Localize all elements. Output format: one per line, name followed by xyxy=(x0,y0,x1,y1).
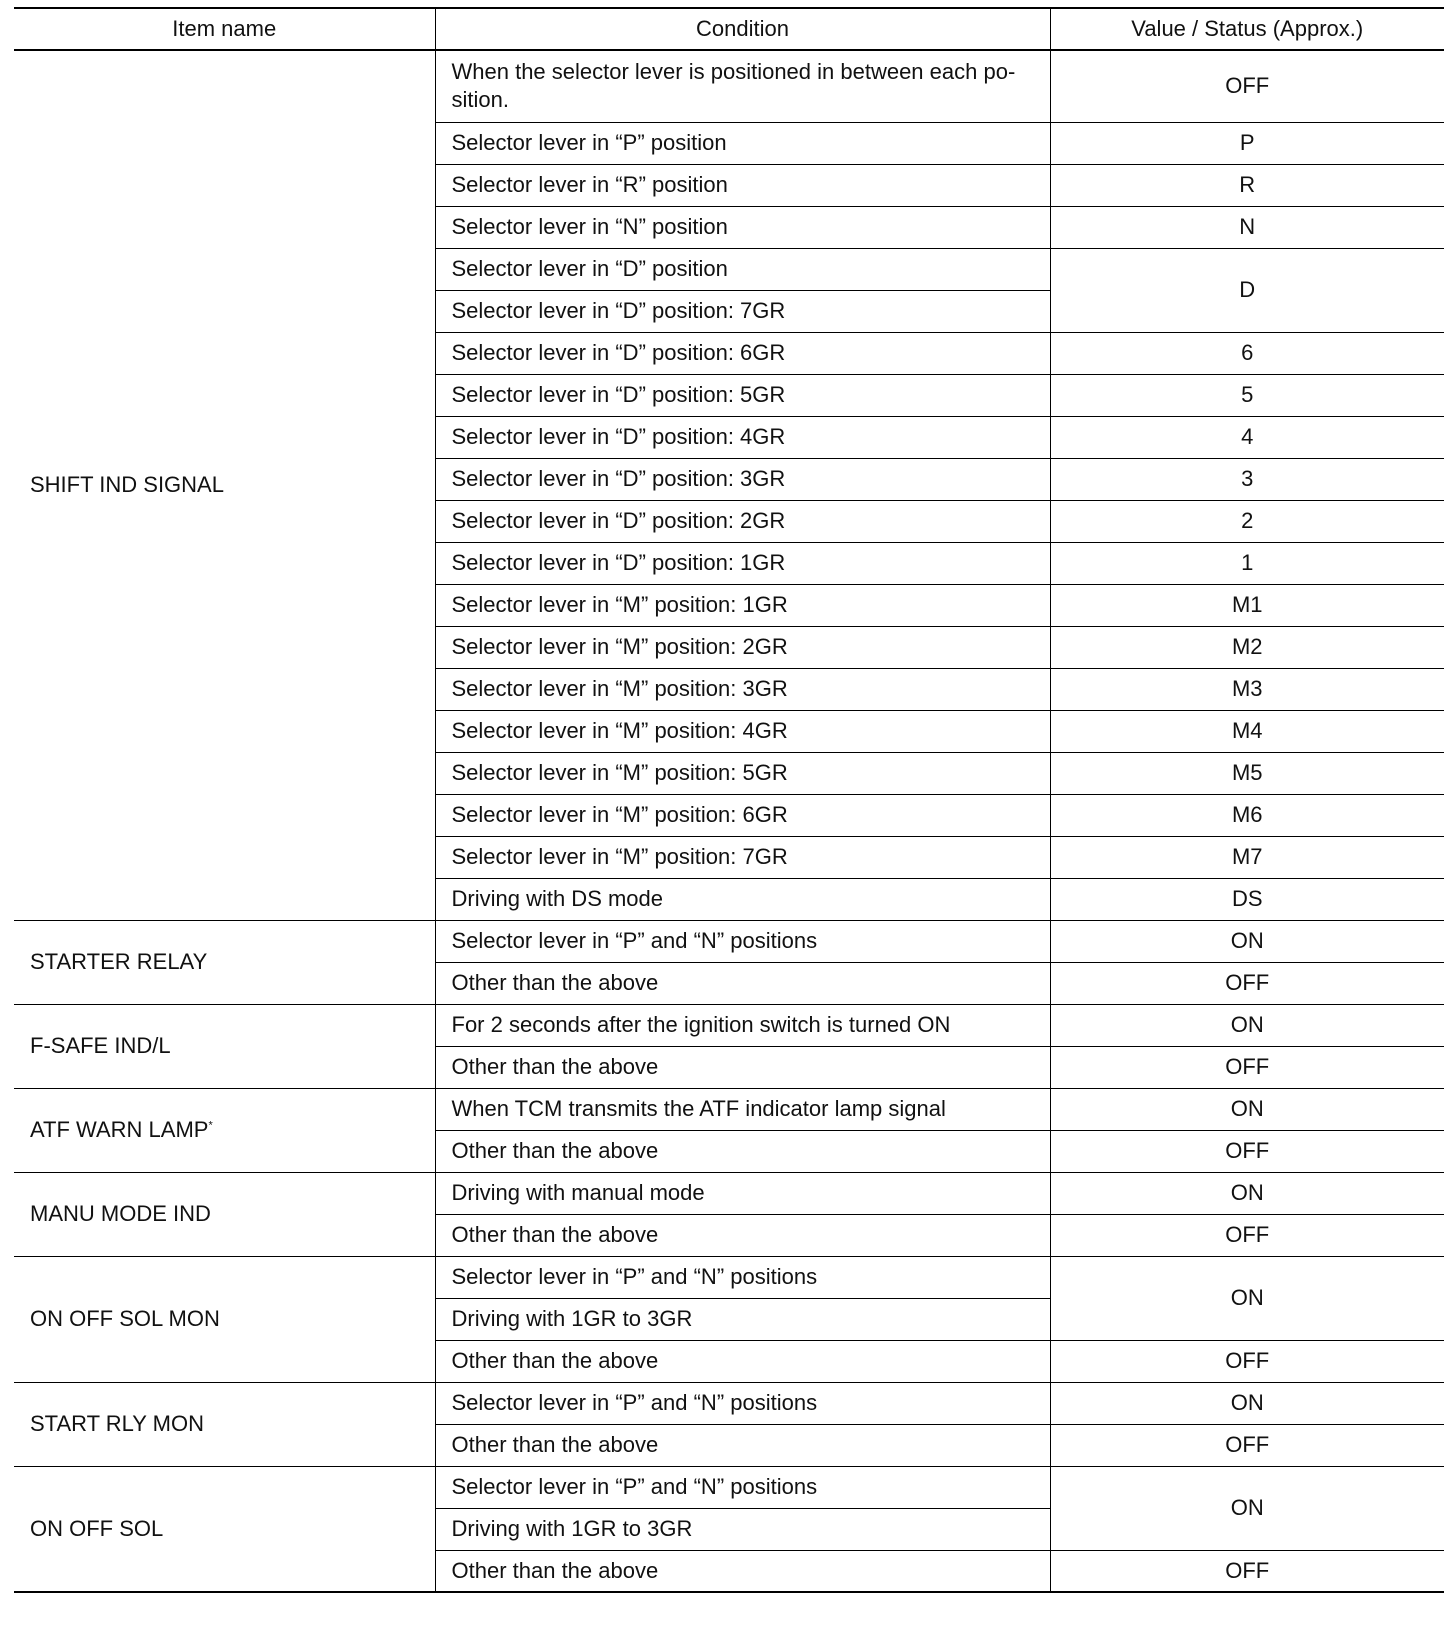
item-name-cell xyxy=(14,1088,435,1172)
condition-cell: Other than the above xyxy=(435,1046,1050,1088)
condition-cell: Other than the above xyxy=(435,1424,1050,1466)
value-status-cell: 6 xyxy=(1050,332,1444,374)
condition-cell: For 2 seconds after the ignition switch is turned ON xyxy=(435,1004,1050,1046)
item-name-cell xyxy=(14,1256,435,1382)
value-status-cell: DS xyxy=(1050,878,1444,920)
table-row xyxy=(14,50,1444,122)
condition-cell: Selector lever in “M” position: 3GR xyxy=(435,668,1050,710)
item-name: START RLY MON xyxy=(30,1411,205,1436)
value-status-cell: 2 xyxy=(1050,500,1444,542)
condition-cell: Other than the above xyxy=(435,962,1050,1004)
condition-cell: Selector lever in “D” position: 3GR xyxy=(435,458,1050,500)
item-name-cell xyxy=(14,920,435,1004)
condition-cell: Selector lever in “M” position: 4GR xyxy=(435,710,1050,752)
condition-cell: Other than the above xyxy=(435,1340,1050,1382)
value-status-cell: ON xyxy=(1050,920,1444,962)
condition-cell: Other than the above xyxy=(435,1130,1050,1172)
table-row xyxy=(14,1172,1444,1214)
value-status-cell: ON xyxy=(1050,1088,1444,1130)
value-status-cell: ON xyxy=(1050,1466,1444,1550)
value-status-cell: D xyxy=(1050,248,1444,332)
value-status-cell: 5 xyxy=(1050,374,1444,416)
item-name: MANU MODE IND xyxy=(30,1201,211,1226)
item-name: F-SAFE IND/L xyxy=(30,1033,171,1058)
condition-cell: Selector lever in “P” position xyxy=(435,122,1050,164)
header-condition: Condition xyxy=(435,8,1050,50)
table-row xyxy=(14,920,1444,962)
condition-cell: Selector lever in “P” and “N” positions xyxy=(435,1466,1050,1508)
condition-cell: When TCM transmits the ATF indicator lamp signal xyxy=(435,1088,1050,1130)
table-row xyxy=(14,1256,1444,1298)
condition-cell: Selector lever in “M” position: 7GR xyxy=(435,836,1050,878)
value-status-cell: 1 xyxy=(1050,542,1444,584)
table-body xyxy=(14,50,1444,1592)
condition-cell: When the selector lever is positioned in between each po-sition. xyxy=(435,50,1050,122)
condition-cell: Selector lever in “M” position: 1GR xyxy=(435,584,1050,626)
condition-cell: Selector lever in “P” and “N” positions xyxy=(435,1256,1050,1298)
item-name: STARTER RELAY xyxy=(30,949,208,974)
table-row xyxy=(14,1382,1444,1424)
spec-table xyxy=(14,7,1444,1593)
condition-cell: Selector lever in “D” position xyxy=(435,248,1050,290)
condition-cell: Selector lever in “D” position: 6GR xyxy=(435,332,1050,374)
condition-cell: Selector lever in “P” and “N” positions xyxy=(435,920,1050,962)
value-status-cell: M2 xyxy=(1050,626,1444,668)
condition-cell: Selector lever in “N” position xyxy=(435,206,1050,248)
condition-cell: Driving with 1GR to 3GR xyxy=(435,1298,1050,1340)
value-status-cell: OFF xyxy=(1050,1214,1444,1256)
header-row xyxy=(14,8,1444,50)
value-status-cell: N xyxy=(1050,206,1444,248)
condition-cell: Selector lever in “R” position xyxy=(435,164,1050,206)
condition-cell: Selector lever in “D” position: 4GR xyxy=(435,416,1050,458)
condition-cell: Driving with 1GR to 3GR xyxy=(435,1508,1050,1550)
condition-cell: Other than the above xyxy=(435,1214,1050,1256)
header-value-status: Value / Status (Approx.) xyxy=(1050,8,1444,50)
item-name: SHIFT IND SIGNAL xyxy=(30,472,224,498)
condition-cell: Selector lever in “D” position: 7GR xyxy=(435,290,1050,332)
value-status-cell: OFF xyxy=(1050,1424,1444,1466)
condition-cell: Driving with DS mode xyxy=(435,878,1050,920)
value-status-cell: M6 xyxy=(1050,794,1444,836)
condition-cell: Selector lever in “M” position: 2GR xyxy=(435,626,1050,668)
value-status-cell: R xyxy=(1050,164,1444,206)
condition-cell: Other than the above xyxy=(435,1550,1050,1592)
value-status-cell: OFF xyxy=(1050,1550,1444,1592)
footnote-mark: * xyxy=(208,1119,213,1132)
item-name: ON OFF SOL MON xyxy=(30,1306,220,1331)
value-status-cell: M1 xyxy=(1050,584,1444,626)
table-row xyxy=(14,1004,1444,1046)
value-status-cell: ON xyxy=(1050,1172,1444,1214)
value-status-cell: OFF xyxy=(1050,50,1444,122)
value-status-cell: OFF xyxy=(1050,1340,1444,1382)
item-name-cell xyxy=(14,1172,435,1256)
value-status-cell: ON xyxy=(1050,1382,1444,1424)
condition-cell: Driving with manual mode xyxy=(435,1172,1050,1214)
condition-cell: Selector lever in “M” position: 5GR xyxy=(435,752,1050,794)
table-row xyxy=(14,1088,1444,1130)
value-status-cell: OFF xyxy=(1050,1046,1444,1088)
value-status-cell: M7 xyxy=(1050,836,1444,878)
value-status-cell: ON xyxy=(1050,1004,1444,1046)
condition-cell: Selector lever in “P” and “N” positions xyxy=(435,1382,1050,1424)
item-name-cell xyxy=(14,50,435,920)
table-row xyxy=(14,1466,1444,1508)
header-item-name: Item name xyxy=(14,8,435,50)
value-status-cell: OFF xyxy=(1050,962,1444,1004)
item-name-cell xyxy=(14,1466,435,1592)
item-name-cell xyxy=(14,1004,435,1088)
item-name-cell xyxy=(14,1382,435,1466)
condition-cell: Selector lever in “M” position: 6GR xyxy=(435,794,1050,836)
value-status-cell: 3 xyxy=(1050,458,1444,500)
value-status-cell: P xyxy=(1050,122,1444,164)
condition-cell: Selector lever in “D” position: 2GR xyxy=(435,500,1050,542)
value-status-cell: OFF xyxy=(1050,1130,1444,1172)
value-status-cell: M3 xyxy=(1050,668,1444,710)
value-status-cell: M4 xyxy=(1050,710,1444,752)
item-name: ATF WARN LAMP xyxy=(30,1117,209,1142)
condition-cell: Selector lever in “D” position: 5GR xyxy=(435,374,1050,416)
table-header xyxy=(14,8,1444,50)
condition-cell: Selector lever in “D” position: 1GR xyxy=(435,542,1050,584)
item-name: ON OFF SOL xyxy=(30,1515,164,1541)
value-status-cell: ON xyxy=(1050,1256,1444,1340)
value-status-cell: M5 xyxy=(1050,752,1444,794)
value-status-cell: 4 xyxy=(1050,416,1444,458)
